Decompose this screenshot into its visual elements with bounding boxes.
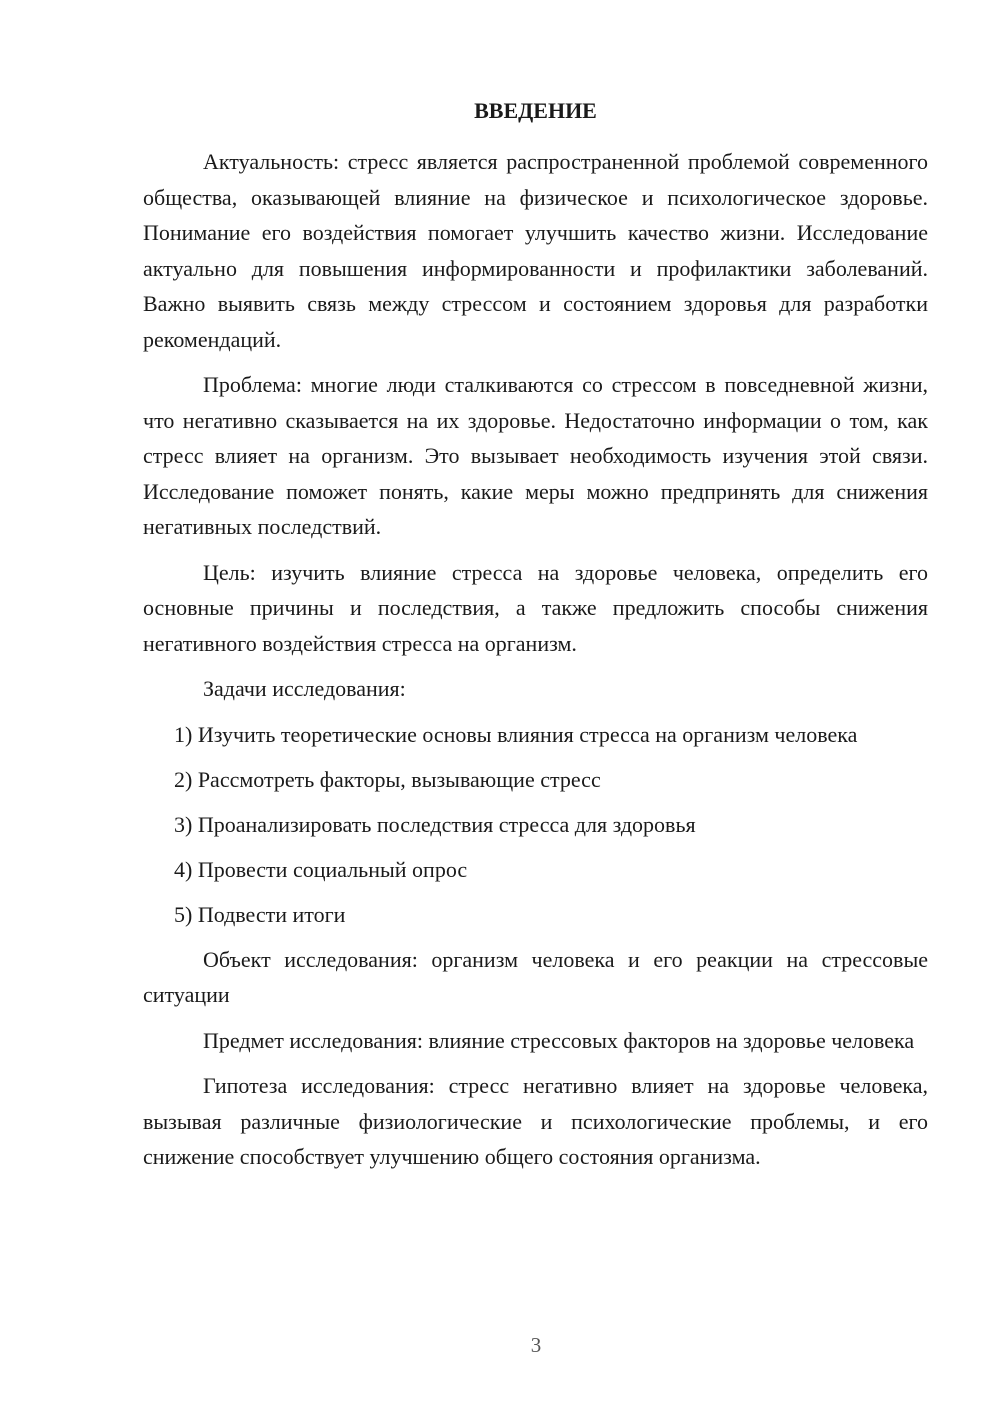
paragraph-subject: Предмет исследования: влияние стрессовых факторов на здоровье человека <box>203 1027 915 1053</box>
task-item-1: 1) Изучить теоретические основы влияния стресса на организм человека <box>174 721 858 747</box>
document-page <box>143 96 928 1185</box>
tasks-list <box>143 717 928 933</box>
paragraph-goal: Цель: изучить влияние стресса на здоровье человека, определить его основные причины и последствия, а также предложить способы снижения негативного воздействия стресса на организм. <box>143 559 928 656</box>
task-item-3: 3) Проанализировать последствия стресса для здоровья <box>174 811 696 837</box>
section-title: ВВЕДЕНИЕ <box>474 98 597 123</box>
task-item-2: 2) Рассмотреть факторы, вызывающие стресс <box>174 766 601 792</box>
tasks-heading: Задачи исследования: <box>203 676 406 701</box>
page-number: 3 <box>530 1333 542 1357</box>
paragraph-problem: Проблема: многие люди сталкиваются со стрессом в повседневной жизни, что негативно сказывается на их здоровье. Недостаточно информации о том, как стресс влияет на организм. Это вызывает необходимость изучения этой связи. Исследование поможет понять, какие меры можно предпринять для снижения негативных последствий. <box>143 372 928 539</box>
task-item-4: 4) Провести социальный опрос <box>174 856 468 882</box>
paragraph-hypothesis: Гипотеза исследования: стресс негативно влияет на здоровье человека, вызывая различные физиологические и психологические проблемы, и его снижение способствует улучшению общего состояния организма. <box>143 1073 928 1169</box>
task-item-5: 5) Подвести итоги <box>174 901 346 927</box>
paragraph-object: Объект исследования: организм человека и его реакции на стрессовые ситуации <box>143 946 928 1007</box>
paragraph-relevance: Актуальность: стресс является распространенной проблемой современного общества, оказывающей влияние на физическое и психологическое здоровье. Понимание его воздействия помогает улучшить качество жизни. Исследование актуально для повышения информированности и профилактики заболеваний. Важно выявить связь между стрессом и состоянием здоровья для разработки рекомендаций. <box>143 149 928 352</box>
